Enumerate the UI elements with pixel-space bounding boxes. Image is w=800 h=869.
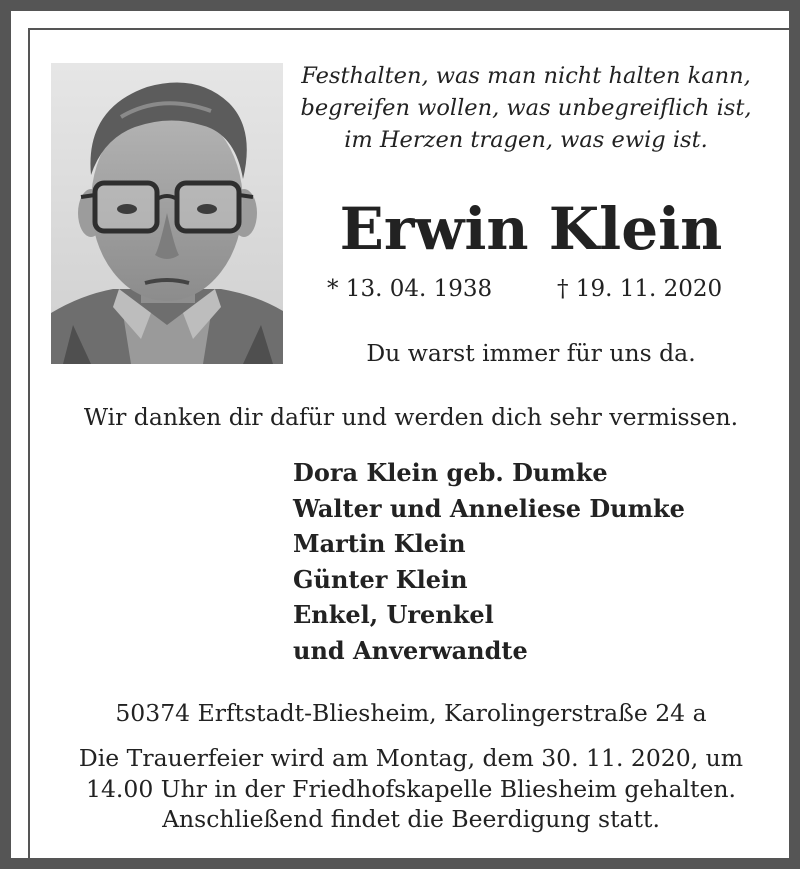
mourner-name: Dora Klein geb. Dumke: [293, 458, 608, 487]
mourner-name: und Anverwandte: [293, 635, 528, 665]
thanks-line: Wir danken dir dafür und werden dich sehr vermissen.: [83, 403, 739, 431]
funeral-notice: [31, 743, 791, 835]
motto-line: Festhalten, was man nicht halten kann,: [301, 63, 751, 89]
death-date: † 19. 11. 2020: [557, 276, 723, 302]
motto-verse: [281, 60, 771, 156]
birth-date: * 13. 04. 1938: [327, 276, 493, 302]
motto-line: im Herzen tragen, was ewig ist.: [344, 127, 708, 153]
funeral-line: Anschließend findet die Beerdigung statt.: [162, 805, 660, 833]
mourner-name: Walter und Anneliese Dumke: [293, 493, 685, 523]
motto-line: begreifen wollen, was unbegreiflich ist,: [300, 95, 752, 121]
funeral-line: 14.00 Uhr in der Friedhofskapelle Bliesheim gehalten.: [86, 774, 736, 803]
deceased-name: Erwin Klein: [339, 195, 723, 263]
mourner-name: Günter Klein: [293, 564, 468, 594]
mourner-name: Enkel, Urenkel: [293, 600, 494, 630]
portrait-photo: [51, 63, 283, 364]
tagline: Du warst immer für uns da.: [366, 339, 696, 367]
mourners-list: [293, 455, 685, 669]
funeral-line: Die Trauerfeier wird am Montag, dem 30. 11. 2020, um: [78, 744, 744, 772]
address-line: 50374 Erftstadt-Bliesheim, Karolingerstraße 24 a: [115, 699, 707, 727]
mourner-name: Martin Klein: [293, 529, 466, 559]
